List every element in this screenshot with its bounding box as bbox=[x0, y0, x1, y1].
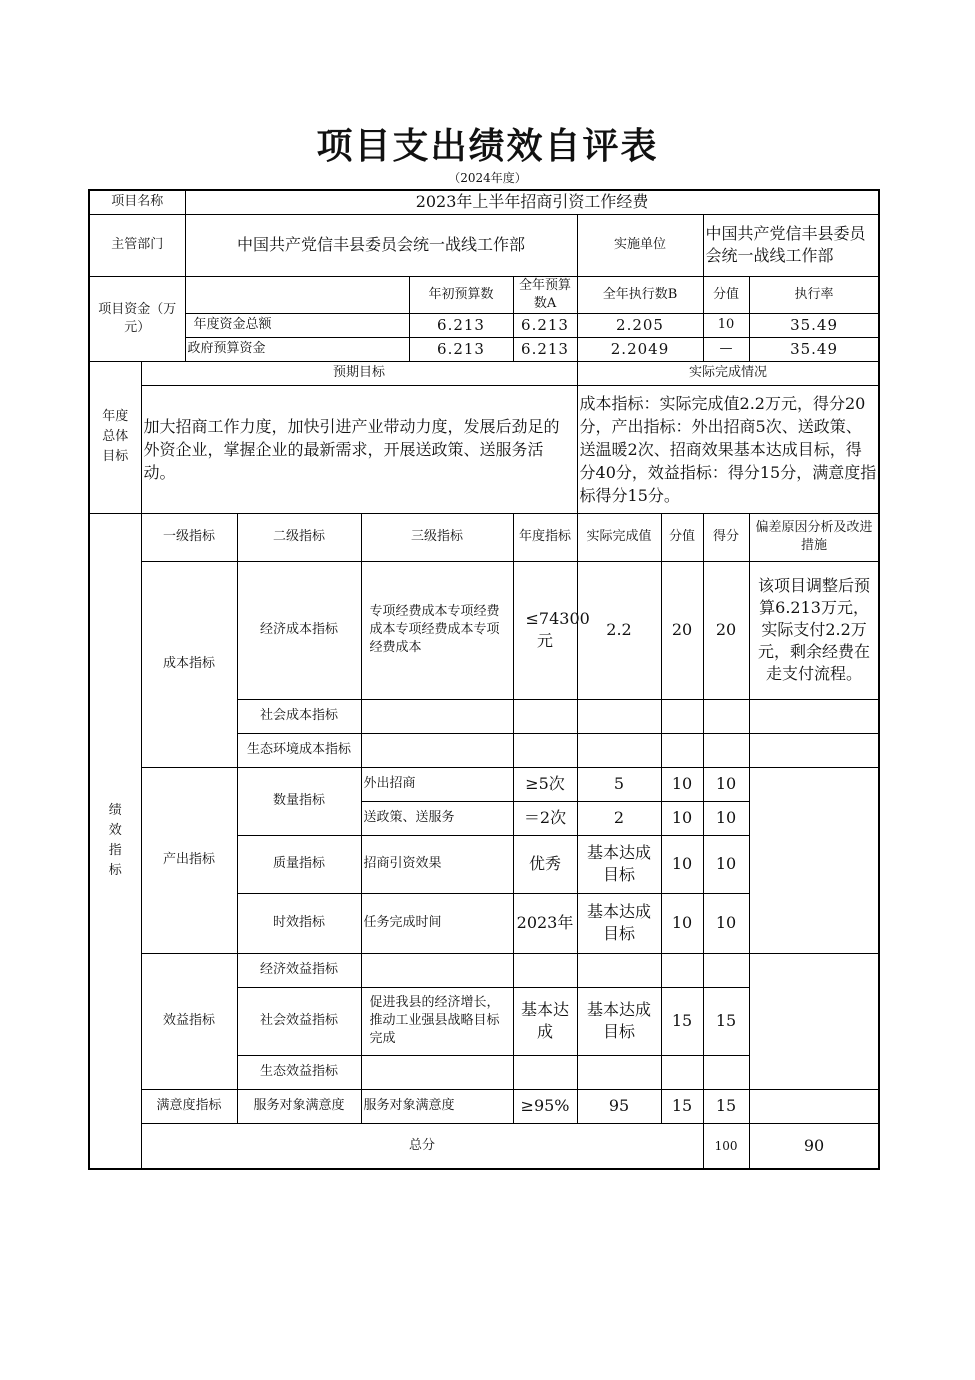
output-quantity-actual: 5 bbox=[577, 767, 661, 801]
project-name-label: 项目名称 bbox=[89, 190, 185, 214]
output-quantity-target: ≥5次 bbox=[513, 767, 577, 801]
satisfaction-target: ≥95% bbox=[513, 1089, 577, 1123]
fund-row-label: 年度资金总额 bbox=[185, 313, 409, 337]
fund-header: 全年预算数A bbox=[513, 276, 577, 313]
satisfaction-level1: 满意度指标 bbox=[141, 1089, 237, 1123]
output-timeliness-level2: 时效指标 bbox=[237, 893, 361, 953]
output-quality-level2: 质量指标 bbox=[237, 835, 361, 893]
cost-econ-score: 20 bbox=[703, 561, 749, 699]
fund-row-label: 政府预算资金 bbox=[185, 337, 409, 361]
ind-header: 得分 bbox=[703, 513, 749, 561]
output-quantity-target: ＝2次 bbox=[513, 801, 577, 835]
benefit-social-target: 基本达成 bbox=[513, 987, 577, 1055]
fund-header: 分值 bbox=[703, 276, 749, 313]
fund-header: 全年执行数B bbox=[577, 276, 703, 313]
benefit-level1: 效益指标 bbox=[141, 953, 237, 1089]
self-evaluation-table bbox=[88, 189, 880, 1170]
output-level1: 产出指标 bbox=[141, 767, 237, 953]
output-quality-score-value: 10 bbox=[661, 835, 703, 893]
fund-exec: 2.205 bbox=[577, 313, 703, 337]
output-timeliness-level3: 任务完成时间 bbox=[361, 893, 513, 953]
output-timeliness-target: 2023年 bbox=[513, 893, 577, 953]
ind-header: 分值 bbox=[661, 513, 703, 561]
output-quantity-score-value: 10 bbox=[661, 767, 703, 801]
actual-label: 实际完成情况 bbox=[577, 361, 879, 385]
ind-header: 偏差原因分析及改进措施 bbox=[749, 513, 879, 561]
cost-econ-actual: 2.2 bbox=[577, 561, 661, 699]
perf-label: 绩效指标 bbox=[89, 513, 141, 1169]
cost-econ-target: ≤74300元 bbox=[513, 561, 577, 699]
fund-rate: 35.49 bbox=[749, 313, 879, 337]
output-quantity-score: 10 bbox=[703, 801, 749, 835]
satisfaction-actual: 95 bbox=[577, 1089, 661, 1123]
fund-annual: 6.213 bbox=[513, 337, 577, 361]
benefit-social-level3: 促进我县的经济增长，推动工业强县战略目标完成 bbox=[361, 987, 513, 1055]
fund-exec: 2.2049 bbox=[577, 337, 703, 361]
fund-rate: 35.49 bbox=[749, 337, 879, 361]
satisfaction-level3: 服务对象满意度 bbox=[361, 1089, 513, 1123]
fund-annual: 6.213 bbox=[513, 313, 577, 337]
benefit-social-level2: 社会效益指标 bbox=[237, 987, 361, 1055]
output-quality-actual: 基本达成目标 bbox=[577, 835, 661, 893]
dept-value: 中国共产党信丰县委员会统一战线工作部 bbox=[185, 214, 577, 276]
output-timeliness-actual: 基本达成目标 bbox=[577, 893, 661, 953]
output-quantity-score-value: 10 bbox=[661, 801, 703, 835]
cost-eco-level2: 生态环境成本指标 bbox=[237, 733, 361, 767]
project-name: 2023年上半年招商引资工作经费 bbox=[185, 190, 879, 214]
output-quality-score: 10 bbox=[703, 835, 749, 893]
satisfaction-level2: 服务对象满意度 bbox=[237, 1089, 361, 1123]
output-quantity-level3: 送政策、送服务 bbox=[361, 801, 513, 835]
total-score-value: 100 bbox=[703, 1123, 749, 1169]
satisfaction-score: 15 bbox=[703, 1089, 749, 1123]
cost-level1: 成本指标 bbox=[141, 561, 237, 767]
goal-label: 年度总体目标 bbox=[89, 361, 141, 513]
fund-label: 项目资金（万元） bbox=[89, 276, 185, 361]
ind-header: 二级指标 bbox=[237, 513, 361, 561]
cost-econ-level2: 经济成本指标 bbox=[237, 561, 361, 699]
fund-header: 年初预算数 bbox=[409, 276, 513, 313]
benefit-econ-level2: 经济效益指标 bbox=[237, 953, 361, 987]
output-quantity-level2: 数量指标 bbox=[237, 767, 361, 835]
output-quantity-actual: 2 bbox=[577, 801, 661, 835]
satisfaction-score-value: 15 bbox=[661, 1089, 703, 1123]
report-year: （2024年度） bbox=[448, 171, 527, 185]
impl-value: 中国共产党信丰县委员会统一战线工作部 bbox=[703, 214, 879, 276]
ind-header: 年度指标 bbox=[513, 513, 577, 561]
cost-econ-note: 该项目调整后预算6.213万元，实际支付2.2万元，剩余经费在走支付流程。 bbox=[749, 561, 879, 699]
output-quality-level3: 招商引资效果 bbox=[361, 835, 513, 893]
fund-init: 6.213 bbox=[409, 337, 513, 361]
total-label: 总分 bbox=[141, 1123, 703, 1169]
benefit-social-score-value: 15 bbox=[661, 987, 703, 1055]
output-timeliness-score-value: 10 bbox=[661, 893, 703, 953]
expected-text: 加大招商工作力度，加快引进产业带动力度，发展后劲足的外资企业，掌握企业的最新需求，开展送政策、送服务活动。 bbox=[141, 385, 577, 513]
fund-score-value: 10 bbox=[703, 313, 749, 337]
output-quality-target: 优秀 bbox=[513, 835, 577, 893]
output-quantity-level3: 外出招商 bbox=[361, 767, 513, 801]
actual-text: 成本指标：实际完成值2.2万元，得分20分，产出指标：外出招商5次、送政策、送温暖2次、招商效果基本达成目标，得分40分，效益指标：得分15分，满意度指标得分15分。 bbox=[577, 385, 879, 513]
output-quantity-score: 10 bbox=[703, 767, 749, 801]
total-score: 90 bbox=[749, 1123, 879, 1169]
cost-econ-level3: 专项经费成本专项经费成本专项经费成本专项经费成本 bbox=[361, 561, 513, 699]
cost-econ-score-value: 20 bbox=[661, 561, 703, 699]
benefit-eco-level2: 生态效益指标 bbox=[237, 1055, 361, 1089]
dept-label: 主管部门 bbox=[89, 214, 185, 276]
benefit-social-score: 15 bbox=[703, 987, 749, 1055]
fund-header: 执行率 bbox=[749, 276, 879, 313]
output-timeliness-score: 10 bbox=[703, 893, 749, 953]
ind-header: 实际完成值 bbox=[577, 513, 661, 561]
expected-label: 预期目标 bbox=[141, 361, 577, 385]
impl-label: 实施单位 bbox=[577, 214, 703, 276]
fund-score-value: — bbox=[703, 337, 749, 361]
benefit-social-actual: 基本达成目标 bbox=[577, 987, 661, 1055]
page-title: 项目支出绩效自评表 bbox=[316, 126, 659, 167]
fund-init: 6.213 bbox=[409, 313, 513, 337]
cost-social-level2: 社会成本指标 bbox=[237, 699, 361, 733]
ind-header: 三级指标 bbox=[361, 513, 513, 561]
ind-header: 一级指标 bbox=[141, 513, 237, 561]
